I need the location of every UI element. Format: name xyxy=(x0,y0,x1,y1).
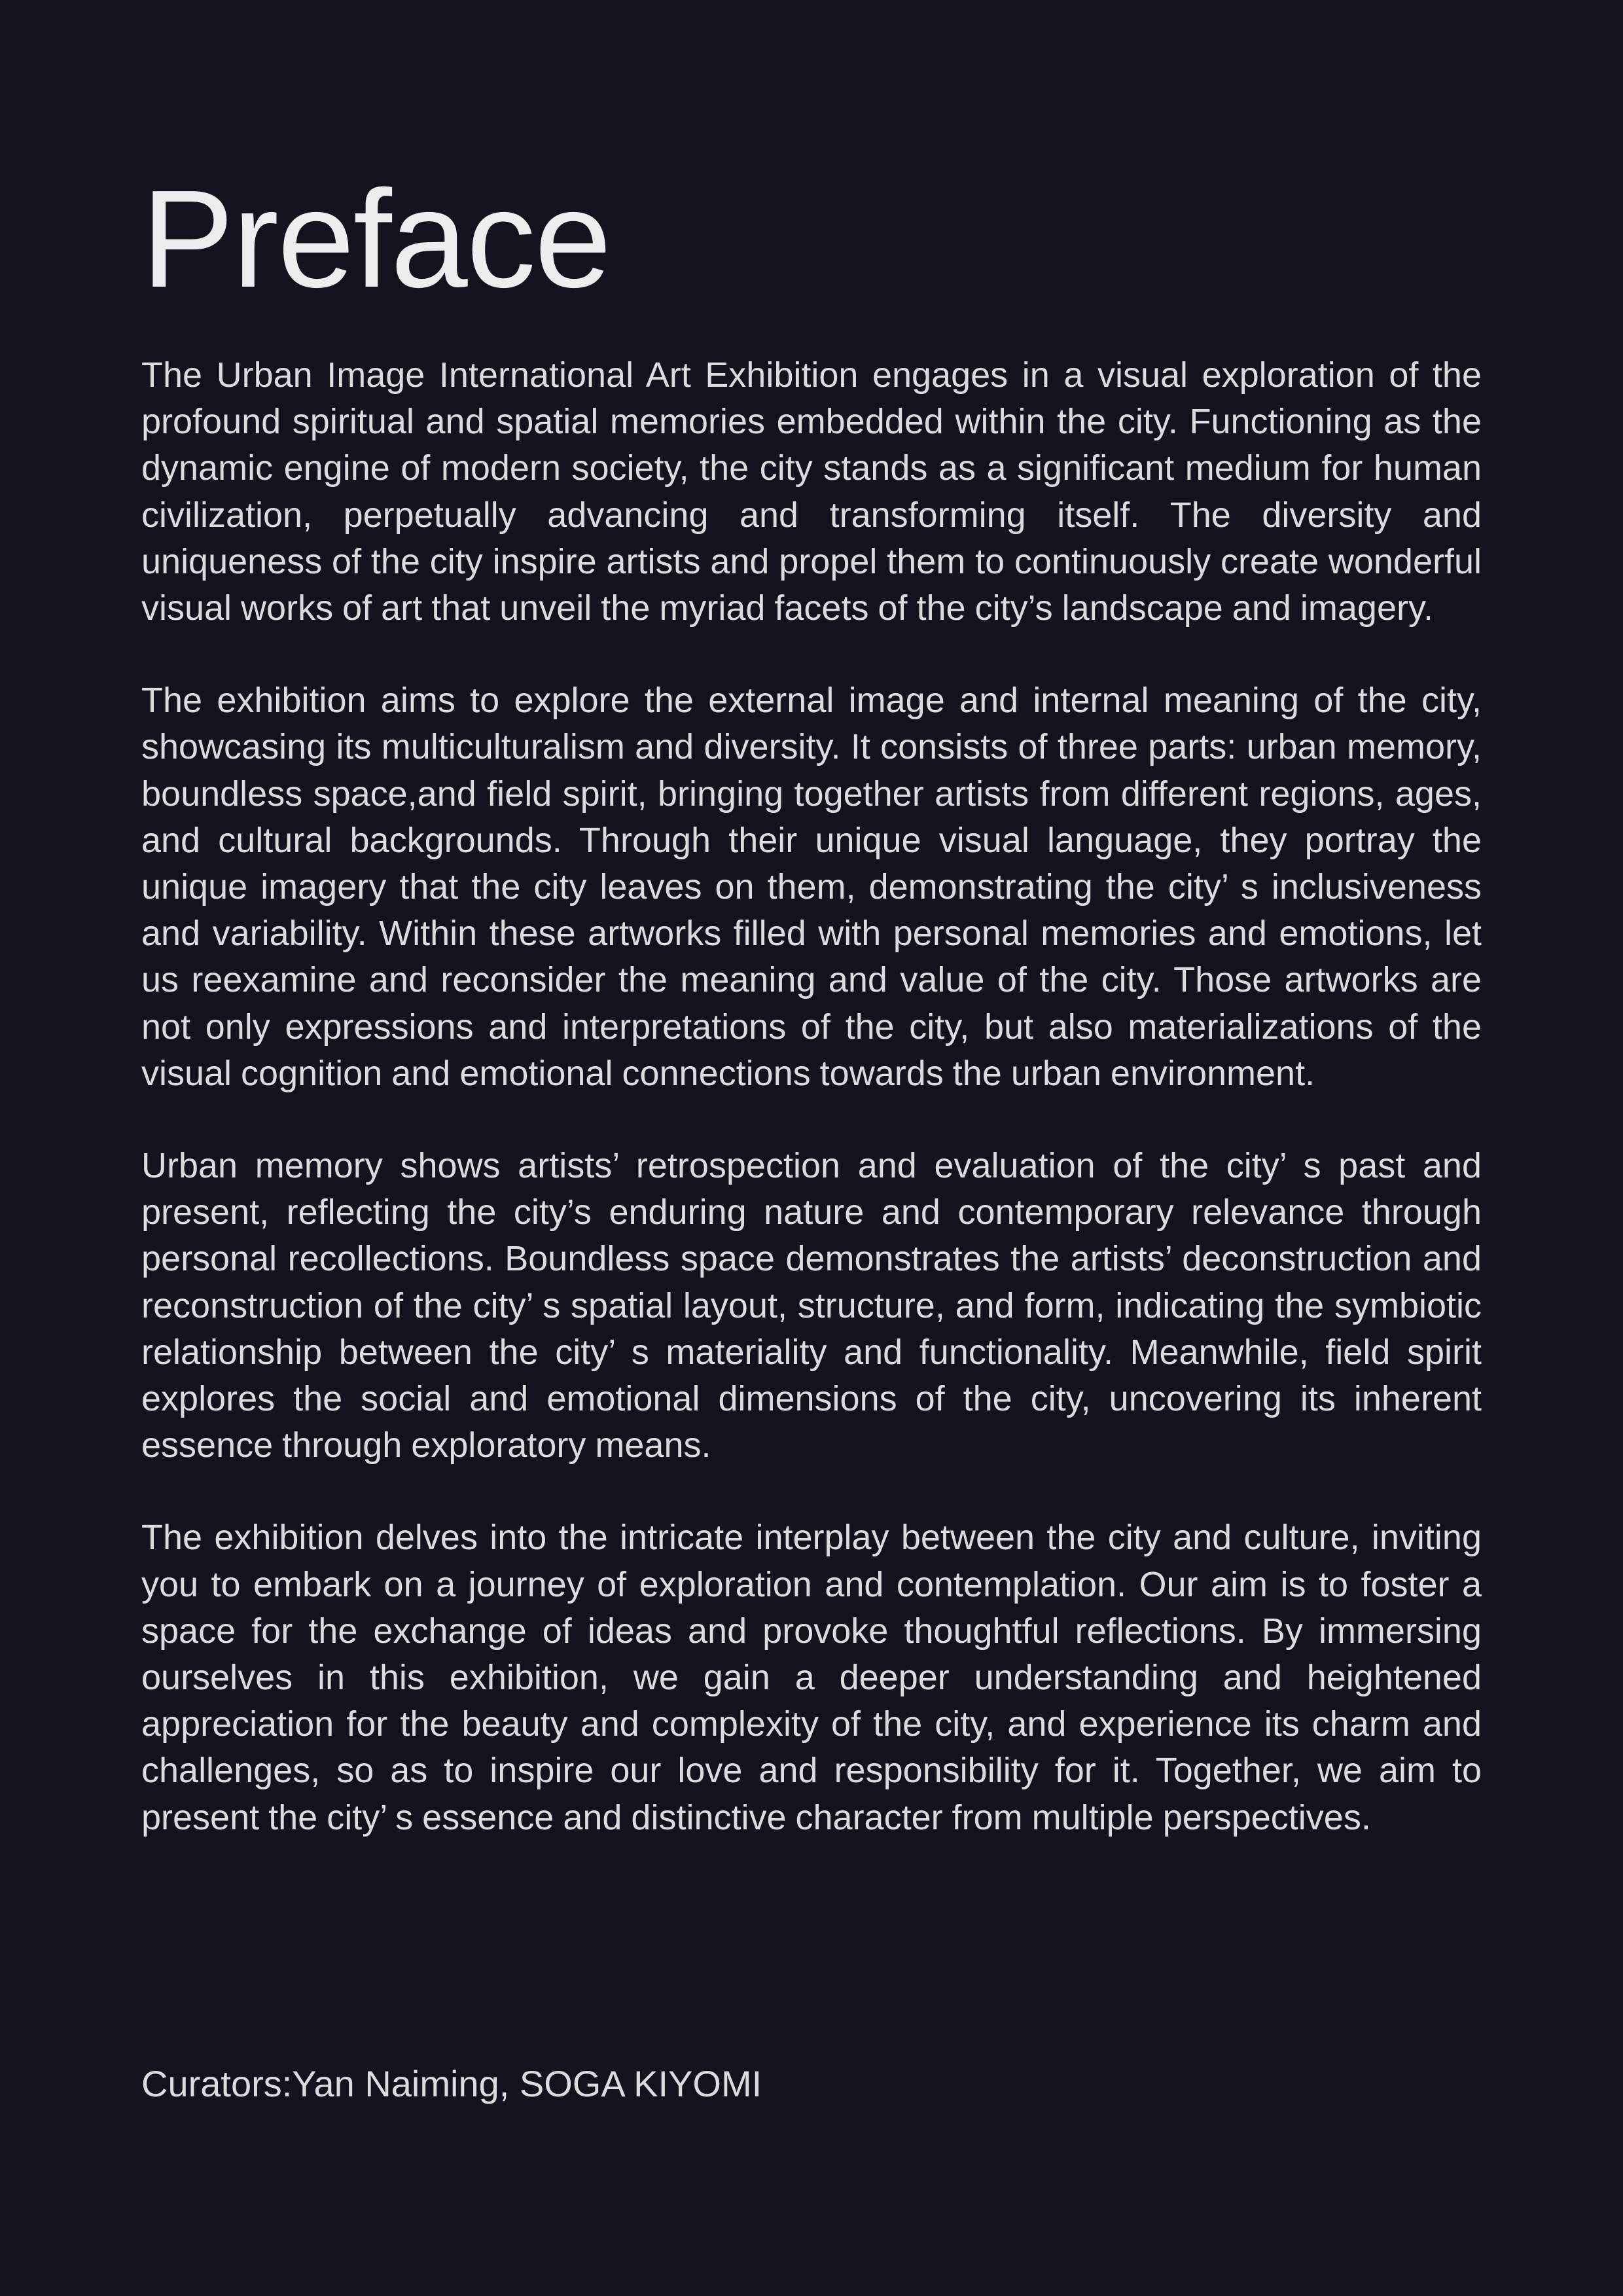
page-title: Preface xyxy=(141,161,611,316)
paragraph-4: The exhibition delves into the intricate interplay between the city and culture, inviting you to embark on a journey of exploration and contemplation. Our aim is to foster a space for the exchange of ideas and provoke thoughtful reflections. By immersing ourselves in this exhibition, we gain a deeper understanding and heightened appreciation for the beauty and complexity of the city, and experience its charm and challenges, so as to inspire our love and responsibility for it. Together, we aim to present the city’ s essence and distinctive character from multiple perspectives. xyxy=(141,1518,1482,1837)
paragraph-1: The Urban Image International Art Exhibition engages in a visual exploration of the profound spiritual and spatial memories embedded within the city. Functioning as the dynamic engine of modern society, the city stands as a significant medium for human civilization, perpetually advancing and transforming itself. The diversity and uniqueness of the city inspire artists and propel them to continuously create wonderful visual works of art that unveil the myriad facets of the city’s landscape and imagery. xyxy=(141,355,1482,628)
curators-credit: Curators:Yan Naiming, SOGA KIYOMI xyxy=(141,2063,762,2104)
paragraph-3: Urban memory shows artists’ retrospection and evaluation of the city’ s past and present, reflecting the city’s enduring nature and contemporary relevance through personal recollections. Boundless space demonstrates the artists’ deconstruction and reconstruction of the city’ s spatial layout, structure, and form, indicating the symbiotic relationship between the city’ s materiality and functionality. Meanwhile, field spirit explores the social and emotional dimensions of the city, uncovering its inherent essence through exploratory means. xyxy=(141,1146,1482,1465)
document-page xyxy=(141,0,1482,2296)
paragraph-2: The exhibition aims to explore the external image and internal meaning of the city, showcasing its multiculturalism and diversity. It consists of three parts: urban memory, boundless space,and field spirit, bringing together artists from different regions, ages, and cultural backgrounds. Through their unique visual language, they portray the unique imagery that the city leaves on them, demonstrating the city’ s inclusiveness and variability. Within these artworks filled with personal memories and emotions, let us reexamine and reconsider the meaning and value of the city. Those artworks are not only expressions and interpretations of the city, but also materializations of the visual cognition and emotional connections towards the urban environment. xyxy=(141,681,1482,1093)
preface-body xyxy=(141,352,1482,1887)
